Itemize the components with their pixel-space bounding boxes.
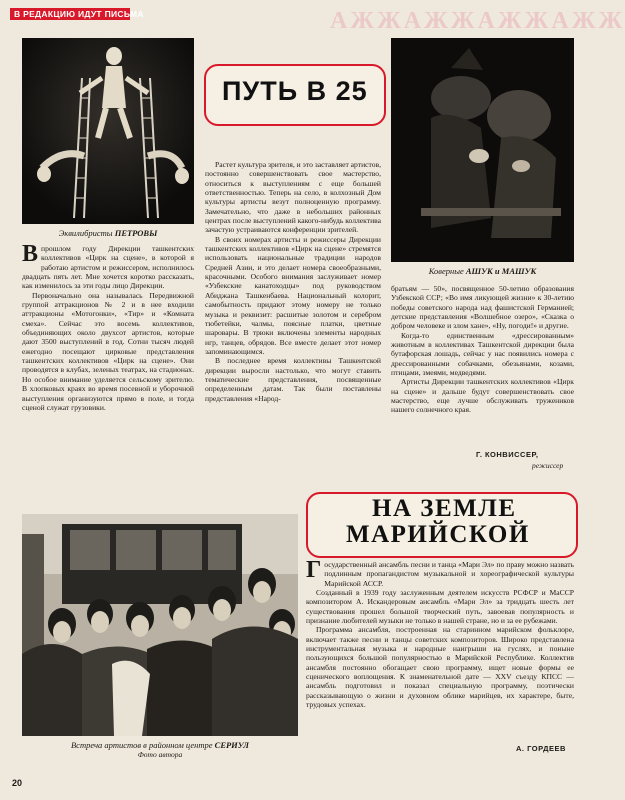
article2-paragraph: Программа ансамбля, построенная на старинном марийском фольклоре, включает также песни и танцы советских композиторов. Широко представлена инструментальная музыка и народные наигрыши на гуслях, и поныне пользующихся большой популярностью в Марийской Республике. Коллектив ансамбля постоянно обогащает свою программу, ищет новые формы ее сценического воплощения. К знаменательной дате — XXV съезду КПСС — ансамбль подготовил и показал специальную программу, поэтически рассказывающую о жизни и духовном облике марийцев, их характере, быте, трудовых успехах. <box>306 625 574 710</box>
photo-credit: Фото автора <box>137 750 183 759</box>
paragraph-text: прошлом году Дирекции ташкентских коллективов «Цирк на сцене», в которой я работаю артистом и режиссером, исполнилось двадцать пять лет. Мне хочется коротко рассказать, как изменилось за эти годы лицо Дирекции. <box>22 244 194 291</box>
photo-meeting-caption <box>22 740 298 750</box>
article2-paragraph: Созданный в 1939 году заслуженным деятелем искусств РСФСР и МаССР композитором А. Искандеровым ансамбль «Мари Эл» за тридцать шесть лет существования прошел большой творческий путь, завоевав популярность и признание любителей музыки не только в нашей стране, но и за ее рубежами. <box>306 588 574 626</box>
article1-column-1 <box>22 241 194 478</box>
photo-equilibrists-caption <box>22 228 194 238</box>
article1-paragraph: Первоначально она называлась Передвижной группой аттракционов № 2 и в нее входили аттракционы «Мотогонки», «Тир» и «Комната смеха». Сейчас это восемь коллективов, объединяющих около двухсот артистов, которые дают 3500 выступлений в год. Сотни тысяч людей ежегодно посещают цирковые представления ташкентских коллективов «Цирк на сцене». Они проводятся в клубах, зеленых театрах, на стадионах. Но особое внимание уделяется сельскому зрителю. В хлопковых краях во время посевной и уборочной выступления организуются прямо в поле, и тогда сценой служат грузовики. <box>22 290 194 412</box>
article1-paragraph <box>22 241 194 291</box>
article1-paragraph: Артисты Дирекции ташкентских коллективов «Цирк на сцене» и дальше будут совершенствовать свое мастерство, еще лучше обслуживать тружеников нашего солнечного края. <box>391 377 574 415</box>
article1-author: Г. КОНВИССЕР, <box>476 450 539 459</box>
article1-paragraph: братьям — 50», посвященное 50-летию образования Узбекской ССР; «Во имя ликующей жизни» к 30-летию победы советского народа над фашистской Германией; детские представления «Волшебное озеро», «Сказка о добром человеке и злом хане», «Ну, погоди!» и другие. <box>391 284 574 331</box>
photo-clowns <box>391 38 574 262</box>
article2-paragraph <box>306 557 574 588</box>
drop-cap: Г <box>306 557 322 583</box>
decorative-header-letters: АЖЖАЖЖАЖЖАЖЖ <box>330 8 625 34</box>
article2-author: А. ГОРДЕЕВ <box>516 744 566 753</box>
article-title-put-v-25: ПУТЬ В 25 <box>222 76 368 106</box>
article1-paragraph: Когда-то единственным «дрессированным» животным в коллективах Ташкентской дирекции была бутафорская лошадь, сейчас у нас появились номера с дрессированными собачками, обезьянами, козами, птицами, змеями, медведями. <box>391 330 574 378</box>
photo-clowns-caption <box>391 266 574 276</box>
photo-meeting-crowd <box>22 514 298 736</box>
article2-body <box>306 557 574 746</box>
caption-prefix: Коверные <box>428 266 466 276</box>
photo-equilibrists <box>22 38 194 224</box>
article1-author-role: режиссер <box>532 461 564 470</box>
paragraph-text: осударственный ансамбль песни и танца «Мари Эл» по праву можно назвать подлинным пропагандистом музыкальной и хореографической культуры Марийской АССР. <box>324 560 574 588</box>
caption-prefix: Встреча артистов в районном центре <box>70 740 215 750</box>
drop-cap: В <box>22 241 39 267</box>
caption-prefix: Эквилибристы <box>58 228 115 238</box>
caption-name: СЕРИУЛ <box>214 740 249 750</box>
caption-name: АШУК и МАШУК <box>465 266 537 276</box>
article1-column-3 <box>391 284 574 424</box>
article1-column-2 <box>205 160 381 478</box>
article-title-na-zemle-line2: МАРИЙСКОЙ <box>346 521 530 548</box>
article1-paragraph: Растет культура зрителя, и это заставляет артистов, постоянно совершенствовать свое мастерство, относиться к выступлениям с еще большей ответственностью. Теперь на село, в колхозный Дом культуры артисты везут полноценную программу. Замечательно, что даже в небольших районных центрах после выступлений какого-нибудь коллектива зачастую устраиваются конференции зрителей. <box>205 160 381 235</box>
caption-name: ПЕТРОВЫ <box>114 228 158 238</box>
article-title-na-zemle-line1: НА ЗЕМЛЕ <box>372 495 517 522</box>
article1-paragraph: В своих номерах артисты и режиссеры Дирекции ташкентских коллективов «Цирк на сцене» стремятся использовать национальные традиции народов Средней Азии, и это делает номера своеобразными, красочными. Особого внимания заслуживает номер «Узбекские канатоходцы» под руководством Абиджана Ташкенбаева. Национальный колорит, самобытность придают этому номеру не только музыка и реквизит: расшитые золотом и серебром тюбетейки, чалмы, поясные платки, цветные шаровары. В трюки включены элементы народных игр, танцев, обрядов. Все вместе делает этот номер запоминающимся. <box>205 234 381 356</box>
page-number: 20 <box>12 778 23 788</box>
article1-paragraph: В последнее время коллективы Ташкентской дирекции выросли настолько, что могут ставить тематические представления, посвященные определенным датам. Так были поставлены представления «Народ- <box>205 356 381 403</box>
rubric-title: В РЕДАКЦИЮ ИДУТ ПИСЬМА <box>14 9 144 19</box>
